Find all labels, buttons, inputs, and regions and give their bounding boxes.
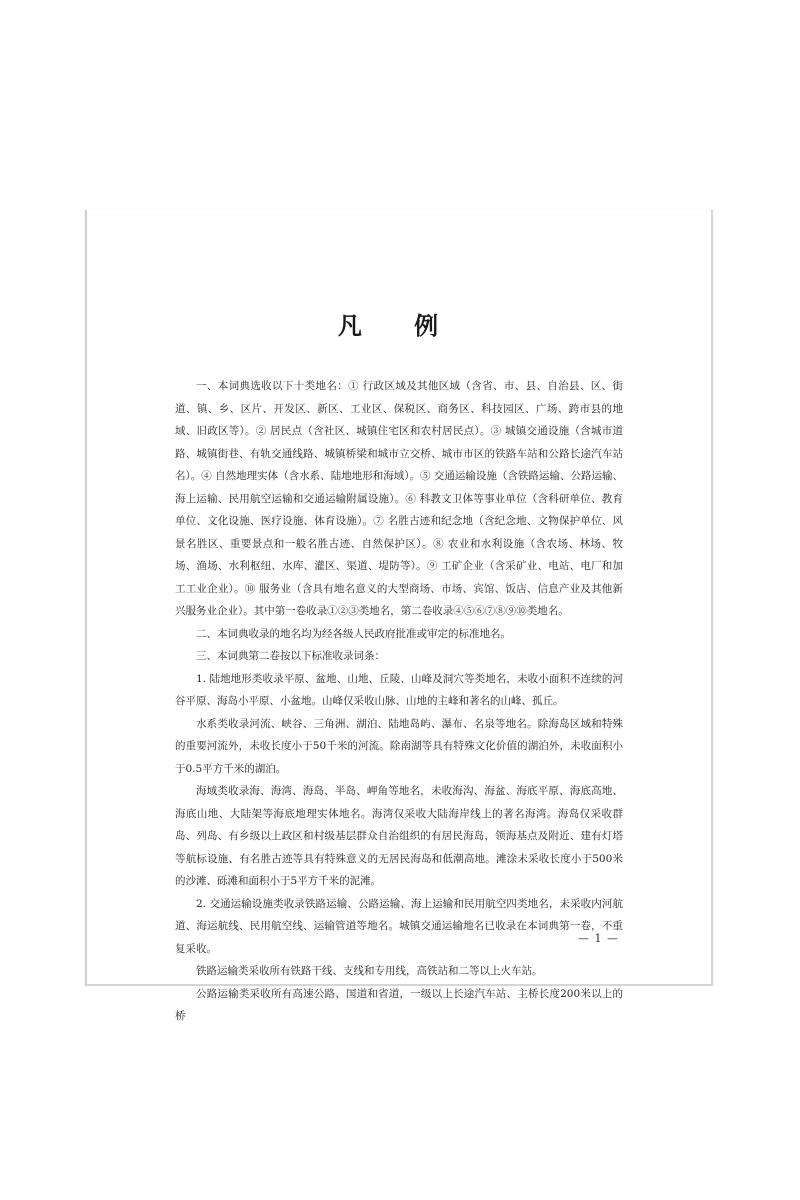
paragraph-5: 水系类收录河流、峡谷、三角洲、湖泊、陆地岛屿、瀑布、名泉等地名。除海岛区域和特殊的重要河流外，未收长度小于50千米的河流。除南湖等具有特殊文化价值的湖泊外，未收面积小于0.5平方千米的湖泊。 [175, 717, 623, 775]
paragraph-1: 一、本词典选收以下十类地名：① 行政区域及其他区域（含省、市、县、自治县、区、街道、镇、乡、区片、开发区、新区、工业区、保税区、商务区、科技园区、广场、跨市县的地域、旧政区等）。② 居民点（含社区、城镇住宅区和农村居民点）。③ 城镇交通设施（含城市道路、城镇街巷、有轨交通线路、城镇桥梁和城市立交桥、城市市区的铁路车站和公路长途汽车站名）。④ 自然地理实体（含水系、陆地地形和海域）。⑤ 交通运输设施（含铁路运输、公路运输、海上运输、民用航空运输和交通运输附属设施）。⑥ 科教文卫体等事业单位（含科研单位、教育单位、文化设施、医疗设施、体育设施）。⑦ 名胜古迹和纪念地（含纪念地、文物保护单位、风景名胜区、重要景点和一般名胜古迹、自然保护区）。⑧ 农业和水利设施（含农场、林场、牧场、渔场、水利枢纽、水库、灌区、渠道、堤防等）。⑨ 工矿企业（含采矿业、电站、电厂和加工工业企业）。⑩ 服务业（含具有地名意义的大型商场、市场、宾馆、饭店、信息产业及其他新兴服务业企业）。其中第一卷收录①②③类地名，第二卷收录④⑤⑥⑦⑧⑨⑩类地名。 [175, 380, 623, 617]
paragraph-2: 二、本词典收录的地名均为经各级人民政府批准或审定的标准地名。 [196, 627, 511, 640]
document-page [85, 210, 713, 1022]
paragraph-9: 公路运输类采收所有高速公路、国道和省道，一级以上长途汽车站、主桥长度200米以上的桥 [175, 987, 623, 1022]
paragraph-7: 2. 交通运输设施类收录铁路运输、公路运输、海上运输和民用航空四类地名，未采收内河航道、海运航线、民用航空线、运输管道等地名。城镇交通运输地名已收录在本词典第一卷，不重复采收。 [175, 897, 623, 955]
paragraph-6: 海域类收录海、海湾、海岛、半岛、岬角等地名，未收海沟、海盆、海底平原、海底高地、海底山地、大陆架等海底地理实体地名。海湾仅采收大陆海岸线上的著名海湾。海岛仅采收群岛、列岛、有乡级以上政区和村级基层群众自治组织的有居民海岛，领海基点及附近、建有灯塔等航标设施、有名胜古迹等具有特殊意义的无居民海岛和低潮高地。滩涂未采收长度小于500米的沙滩、砾滩和面积小于5平方千米的泥滩。 [175, 785, 623, 887]
paragraph-8: 铁路运输类采收所有铁路干线、支线和专用线，高铁站和二等以上火车站。 [196, 965, 543, 977]
paragraph-4: 1. 陆地地形类收录平原、盆地、山地、丘陵、山峰及洞穴等类地名，未收小面积不连续的河谷平原、海岛小平原、小盆地。山峰仅采收山脉、山地的主峰和著名的山峰、孤丘。 [175, 672, 623, 707]
paragraph-3: 三、本词典第二卷按以下标准收录词条： [196, 650, 385, 662]
document-body [175, 375, 623, 1028]
page-title: 凡 例 [337, 312, 461, 340]
page-number: — 1 — [578, 932, 619, 945]
